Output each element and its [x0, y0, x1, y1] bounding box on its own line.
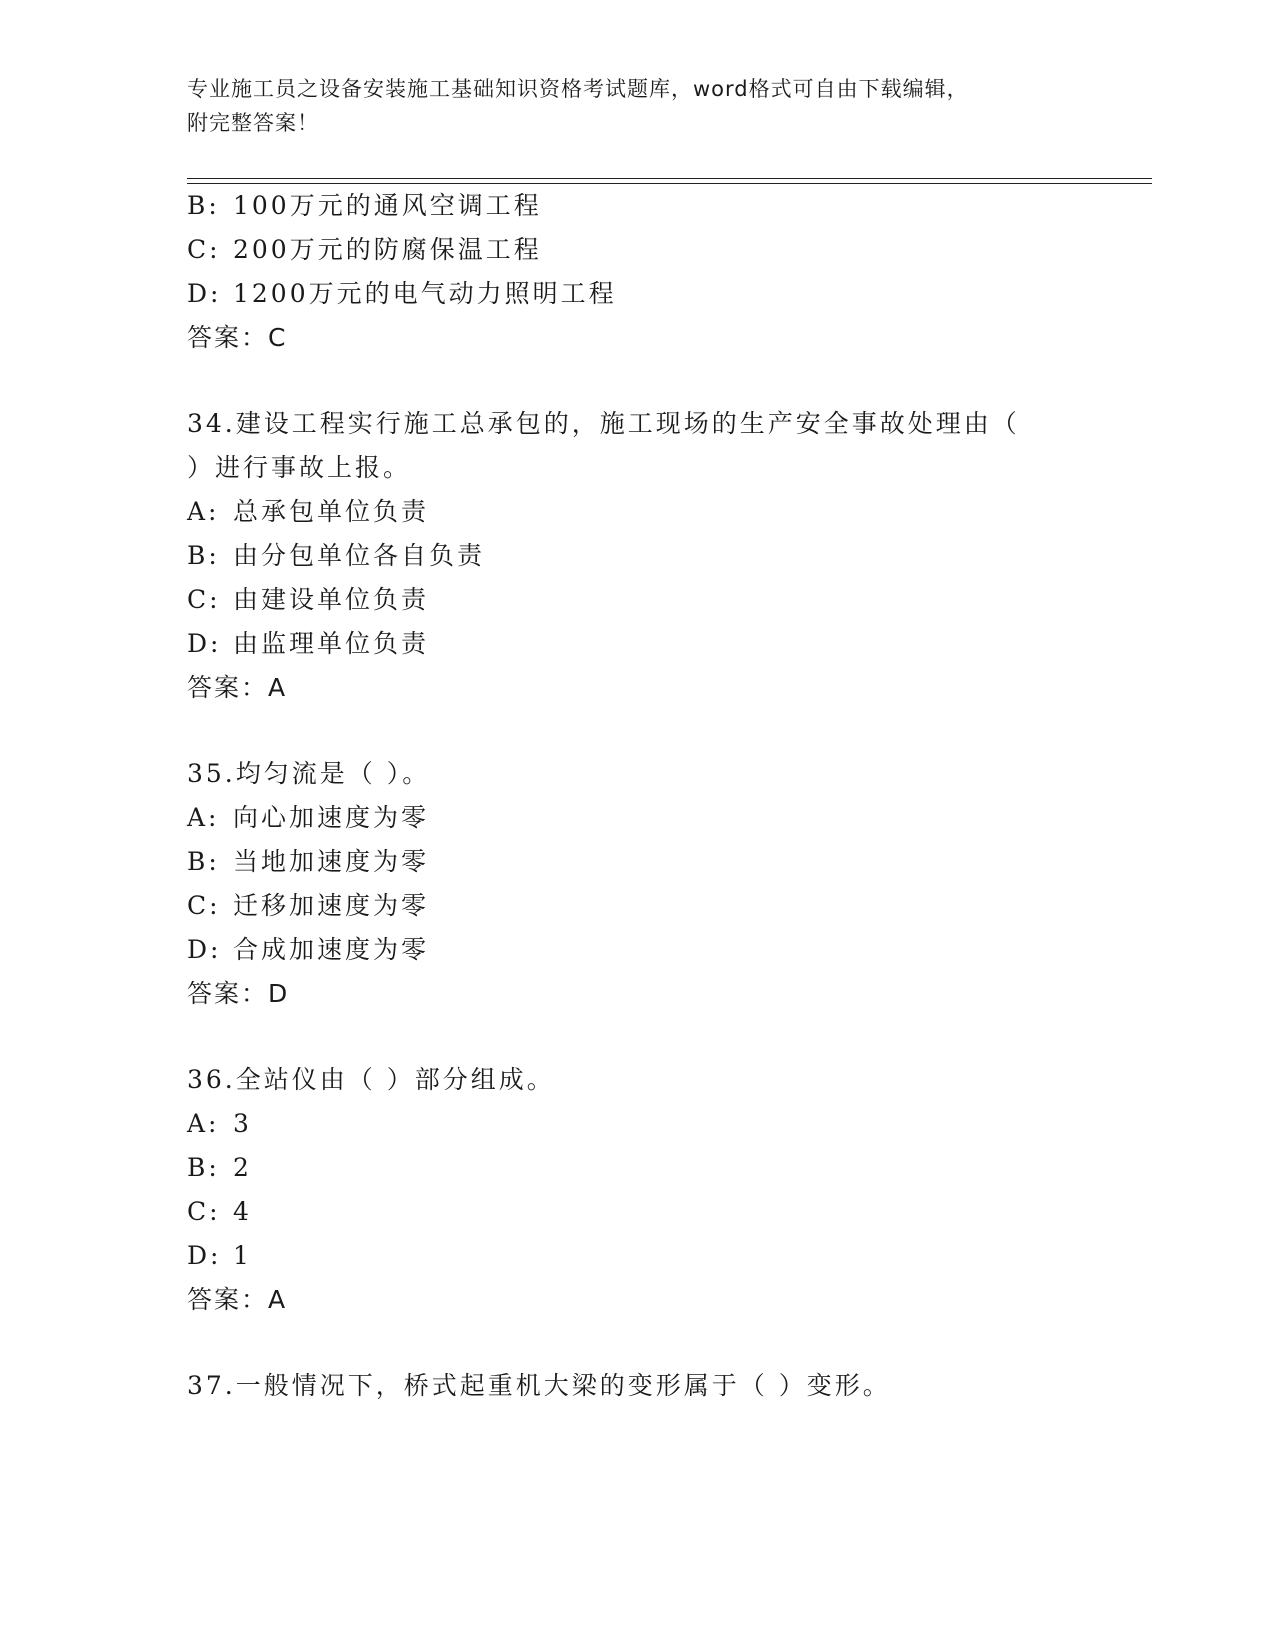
q34-option-d [187, 628, 429, 660]
header-line-1: 专业施工员之设备安装施工基础知识资格考试题库，word格式可自由下载编辑， [187, 77, 969, 101]
option-text: 200万元的防腐保温工程 [233, 235, 542, 264]
option-label: D: [187, 629, 222, 658]
q34-option-a [187, 496, 429, 528]
q33-option-b [187, 190, 542, 222]
q36-stem: 36.全站仪由（ ）部分组成。 [187, 1065, 555, 1094]
q36-answer: 答案：A [187, 1285, 288, 1314]
option-label: C: [187, 1197, 221, 1226]
option-text: 向心加速度为零 [233, 803, 430, 832]
option-text: 由监理单位负责 [233, 629, 430, 658]
option-text: 4 [233, 1197, 252, 1226]
option-label: D: [187, 1241, 222, 1270]
q36-option-d [187, 1240, 252, 1272]
option-label: B: [187, 1153, 220, 1182]
option-text: 2 [233, 1153, 252, 1182]
option-label: C: [187, 235, 221, 264]
q34-answer: 答案：A [187, 673, 288, 702]
q37-stem: 37.一般情况下，桥式起重机大梁的变形属于（ ）变形。 [187, 1371, 891, 1400]
option-label: C: [187, 585, 221, 614]
q33-option-c [187, 234, 542, 266]
q35-stem: 35.均匀流是（ ）。 [187, 759, 431, 788]
q33-answer: 答案：C [187, 323, 288, 352]
option-text: 由建设单位负责 [233, 585, 430, 614]
option-text: 由分包单位各自负责 [233, 541, 486, 570]
option-label: C: [187, 891, 221, 920]
option-text: 1200万元的电气动力照明工程 [233, 279, 617, 308]
option-label: A: [187, 497, 220, 526]
q35-answer: 答案：D [187, 979, 290, 1008]
option-text: 1 [233, 1241, 252, 1270]
q34-stem-line-1: 34.建设工程实行施工总承包的，施工现场的生产安全事故处理由（ [187, 409, 1020, 438]
q34-stem-line-2: ）进行事故上报。 [187, 453, 412, 482]
q34-option-b [187, 540, 485, 572]
option-text: 100万元的通风空调工程 [233, 191, 542, 220]
option-label: B: [187, 847, 220, 876]
option-label: D: [187, 279, 222, 308]
option-label: B: [187, 541, 220, 570]
option-label: B: [187, 191, 220, 220]
q36-option-b [187, 1152, 252, 1184]
q36-option-a [187, 1108, 252, 1140]
header-divider-bottom [187, 183, 1152, 184]
q35-option-a [187, 802, 429, 834]
option-text: 3 [233, 1109, 252, 1138]
q35-option-b [187, 846, 429, 878]
option-text: 合成加速度为零 [233, 935, 430, 964]
option-label: D: [187, 935, 222, 964]
q34-option-c [187, 584, 429, 616]
header-line-2: 附完整答案！ [187, 111, 319, 135]
option-text: 总承包单位负责 [233, 497, 430, 526]
header-divider-top [187, 178, 1152, 179]
option-text: 当地加速度为零 [233, 847, 430, 876]
option-label: A: [187, 803, 220, 832]
q35-option-c [187, 890, 429, 922]
option-label: A: [187, 1109, 220, 1138]
document-header [187, 72, 1087, 140]
q36-option-c [187, 1196, 252, 1228]
q35-option-d [187, 934, 429, 966]
q33-option-d [187, 278, 617, 310]
option-text: 迁移加速度为零 [233, 891, 430, 920]
